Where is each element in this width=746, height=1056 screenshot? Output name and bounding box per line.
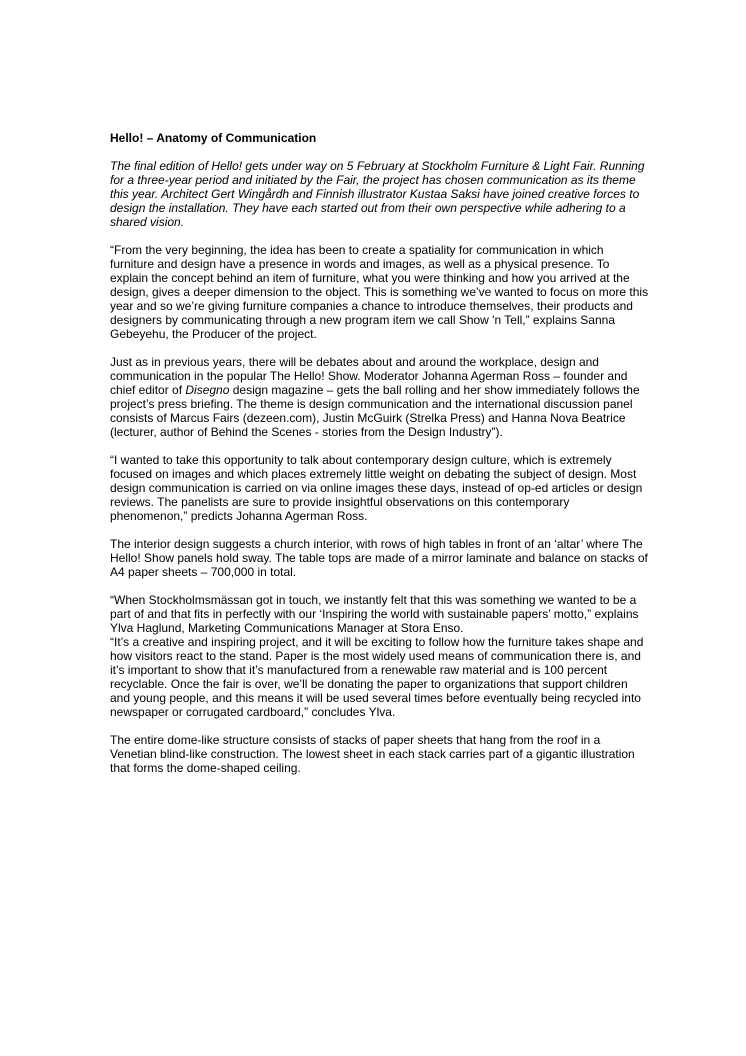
paragraph-2-text-a: Just as in previous years, there will be debates about and around the workplace, design and communication in the popular The Hello! Show. Moderator Johanna Agerman Ross – founder and chief editor of bbox=[110, 355, 628, 397]
paragraph-3: “I wanted to take this opportunity to talk about contemporary design culture, which is extremely focused on images and which places extremely little weight on debating the subject of design. Most design communication is carried on via online images these days, instead of op-ed articles or design reviews. The panelists are sure to provide insightful observations on this contemporary phenomenon,” predicts Johanna Agerman Ross. bbox=[110, 453, 643, 523]
document-page bbox=[110, 131, 650, 789]
paragraph-7: The entire dome-like structure consists of stacks of paper sheets that hang from the roof in a Venetian blind-like construction. The lowest sheet in each stack carries part of a gigantic illustration that forms the dome-shaped ceiling. bbox=[110, 733, 635, 775]
paragraph-4: The interior design suggests a church interior, with rows of high tables in front of an ‘altar’ where The Hello! Show panels hold sway. The table tops are made of a mirror laminate and balance on stacks of A4 paper sheets – 700,000 in total. bbox=[110, 537, 648, 579]
paragraph-1: “From the very beginning, the idea has been to create a spatiality for communication in which furniture and design have a presence in words and images, as well as a physical presence. To explain the concept behind an item of furniture, what you were thinking and how you arrived at the design, gives a deeper dimension to the object. This is something we’ve wanted to focus on more this year and so we’re giving furniture companies a chance to introduce themselves, their products and designers by communicating through a new program item we call Show 'n Tell,” explains Sanna Gebeyehu, the Producer of the project. bbox=[110, 243, 649, 341]
paragraph-2-text-b: design magazine – gets the ball rolling and her show immediately follows the project’s press briefing. The theme is design communication and the international discussion panel consists of Marcus Fairs (dezeen.com), Justin McGuirk (Strelka Press) and Hanna Nova Beatrice (lecturer, author of Behind the Scenes - stories from the Design Industry”). bbox=[110, 383, 640, 439]
article-title: Hello! – Anatomy of Communication bbox=[110, 131, 317, 145]
article-lede: The final edition of Hello! gets under way on 5 February at Stockholm Furniture & Light Fair. Running for a three-year period and initiated by the Fair, the project has chosen communication as its theme this year. Architect Gert Wingårdh and Finnish illustrator Kustaa Saksi have joined creative forces to design the installation. They have each started out from their own perspective while adhering to a shared vision. bbox=[110, 159, 645, 229]
paragraph-5: “When Stockholmsmässan got in touch, we instantly felt that this was something we wanted to be a part of and that fits in perfectly with our ‘Inspiring the world with sustainable papers’ motto,” explains Ylva Haglund, Marketing Communications Manager at Stora Enso. bbox=[110, 593, 639, 635]
paragraph-2 bbox=[110, 355, 650, 439]
magazine-name: Disegno bbox=[185, 383, 230, 397]
paragraph-6: “It’s a creative and inspiring project, and it will be exciting to follow how the furniture takes shape and how visitors react to the stand. Paper is the most widely used means of communication there is, and it’s important to show that it’s manufactured from a renewable raw material and is 100 percent recyclable. Once the fair is over, we’ll be donating the paper to organizations that support children and young people, and this means it will be used several times before eventually being recycled into newspaper or corrugated cardboard,” concludes Ylva. bbox=[110, 635, 644, 719]
